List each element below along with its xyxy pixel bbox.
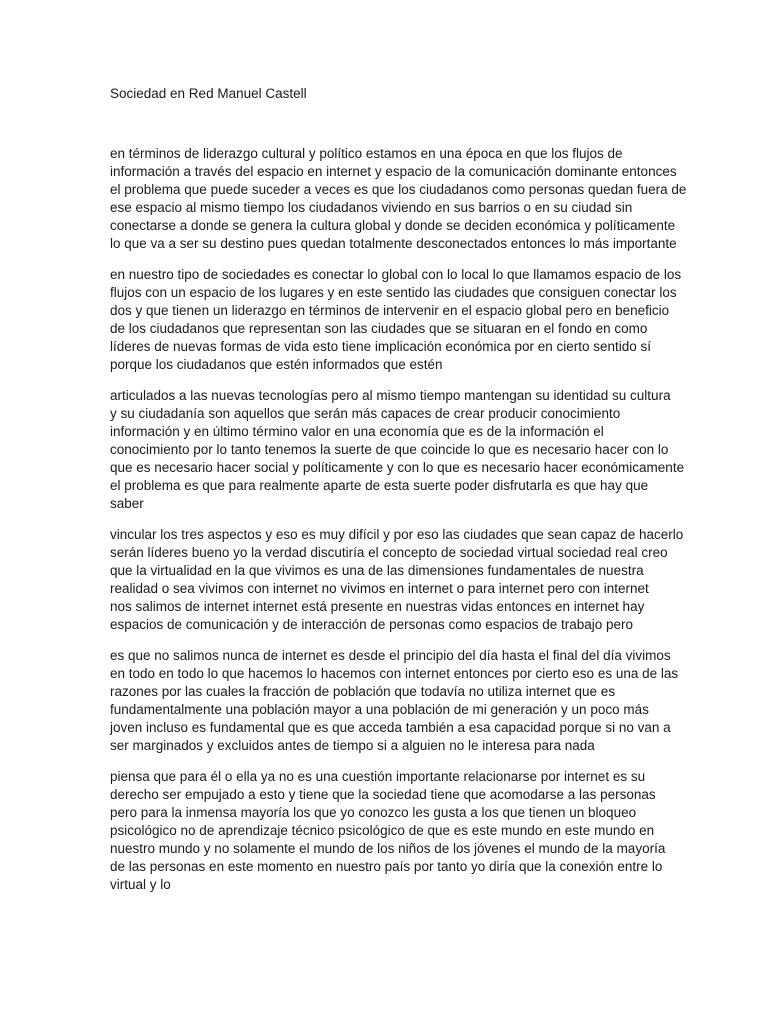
text-line: nuestro mundo y no solamente el mundo de los niños de los jóvenes el mundo de la mayoría bbox=[110, 841, 666, 856]
text-line: el problema que puede suceder a veces es que los ciudadanos como personas quedan fuera de bbox=[110, 182, 687, 197]
text-line: lo que va a ser su destino pues quedan totalmente desconectados entonces lo más importante bbox=[110, 236, 677, 251]
text-line: y su ciudadanía son aquellos que serán más capaces de crear producir conocimiento bbox=[110, 406, 621, 421]
text-line: es que no salimos nunca de internet es desde el principio del día hasta el final del día vivimos bbox=[110, 648, 671, 663]
text-line: derecho ser empujado a esto y tiene que la sociedad tiene que acomodarse a las personas bbox=[110, 787, 656, 802]
text-line: conocimiento por lo tanto tenemos la suerte de que coincide lo que es necesario hacer con lo bbox=[110, 442, 669, 457]
text-line: que la virtualidad en la que vivimos es una de las dimensiones fundamentales de nuestra bbox=[110, 563, 644, 578]
text-line: en términos de liderazgo cultural y político estamos en una época en que los flujos de bbox=[110, 146, 623, 161]
text-line: que es necesario hacer social y políticamente y con lo que es necesario hacer económicamente bbox=[110, 460, 685, 475]
document-body bbox=[110, 145, 687, 907]
text-line: ser marginados y excluidos antes de tiempo si a alguien no le interesa para nada bbox=[110, 738, 595, 753]
text-line: serán líderes bueno yo la verdad discutiría el concepto de sociedad virtual sociedad real creo bbox=[110, 545, 668, 560]
text-line: razones por las cuales la fracción de población que todavía no utiliza internet que es bbox=[110, 684, 616, 699]
paragraph-4 bbox=[110, 526, 684, 634]
text-line: vincular los tres aspectos y eso es muy difícil y por eso las ciudades que sean capaz de hacerlo bbox=[110, 527, 684, 542]
text-line: ese espacio al mismo tiempo los ciudadanos viviendo en sus barrios o en su ciudad sin bbox=[110, 200, 633, 215]
text-line: dos y que tienen un liderazgo en términos de intervenir en el espacio global pero en beneficio bbox=[110, 303, 670, 318]
text-line: fundamentalmente una población mayor a una población de mi generación y un poco más bbox=[110, 702, 649, 717]
text-line: realidad o sea vivimos con internet no vivimos en internet o para internet pero con internet bbox=[110, 581, 649, 596]
text-line: de las personas en este momento en nuestro país por tanto yo diría que la conexión entre lo bbox=[110, 859, 663, 874]
text-line: de los ciudadanos que representan son las ciudades que se situaran en el fondo en como bbox=[110, 321, 648, 336]
text-line: piensa que para él o ella ya no es una cuestión importante relacionarse por internet es su bbox=[110, 769, 646, 784]
paragraph-3 bbox=[110, 387, 685, 513]
document-title: Sociedad en Red Manuel Castell bbox=[110, 86, 307, 101]
text-line: psicológico no de aprendizaje técnico psicológico de que es este mundo en este mundo en bbox=[110, 823, 655, 838]
paragraph-5 bbox=[110, 647, 679, 755]
text-line: el problema es que para realmente aparte de esta suerte poder disfrutarla es que hay que bbox=[110, 478, 649, 493]
paragraph-6 bbox=[110, 768, 666, 894]
text-line: conectarse a donde se genera la cultura global y donde se deciden económica y políticamente bbox=[110, 218, 676, 233]
text-line: virtual y lo bbox=[110, 877, 171, 892]
text-line: nos salimos de internet internet está presente en nuestras vidas entonces en internet hay bbox=[110, 599, 645, 614]
text-line: información y en último término valor en una economía que es de la información el bbox=[110, 424, 604, 439]
paragraph-1 bbox=[110, 145, 687, 253]
text-line: pero para la inmensa mayoría los que yo conozco les gusta a los que tienen un bloqueo bbox=[110, 805, 637, 820]
text-line: articulados a las nuevas tecnologías pero al mismo tiempo mantengan su identidad su cultura bbox=[110, 388, 671, 403]
text-line: flujos con un espacio de los lugares y en este sentido las ciudades que consiguen conectar los bbox=[110, 285, 677, 300]
text-line: joven incluso es fundamental que es que acceda también a esa capacidad porque si no van a bbox=[110, 720, 671, 735]
text-line: en todo en todo lo que hacemos lo hacemos con internet entonces por cierto eso es una de las bbox=[110, 666, 679, 681]
paragraph-2 bbox=[110, 266, 682, 374]
text-line: saber bbox=[110, 496, 144, 511]
text-line: en nuestro tipo de sociedades es conectar lo global con lo local lo que llamamos espacio de los bbox=[110, 267, 682, 282]
text-line: información a través del espacio en internet y espacio de la comunicación dominante entonces bbox=[110, 164, 677, 179]
text-line: porque los ciudadanos que estén informados que estén bbox=[110, 357, 443, 372]
text-line: espacios de comunicación y de interacción de personas como espacios de trabajo pero bbox=[110, 617, 634, 632]
text-line: líderes de nuevas formas de vida esto tiene implicación económica por en cierto sentido sí bbox=[110, 339, 652, 354]
